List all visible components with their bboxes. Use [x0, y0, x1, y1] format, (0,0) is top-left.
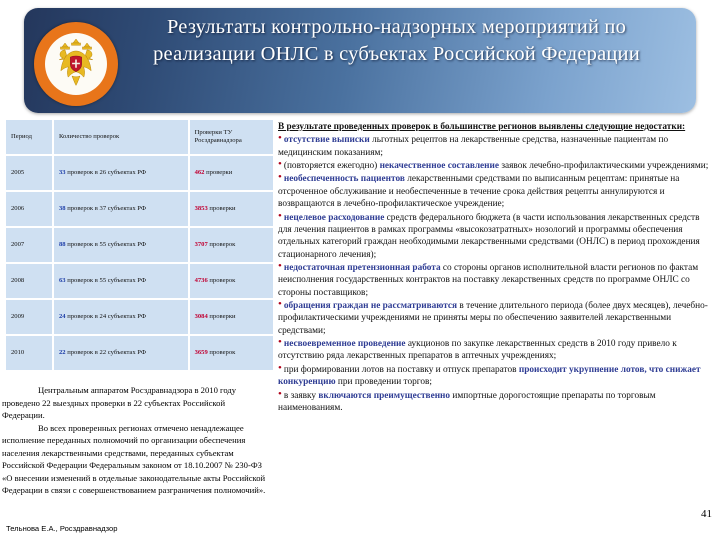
finding-item	[278, 133, 714, 159]
finding-text: льготных рецептов на лекарственные средства, назначенные пациентам по медицинским показаниям;	[278, 135, 669, 158]
cell-tu-number: 3084	[194, 312, 208, 320]
cell-count-number: 88	[58, 240, 66, 248]
cell-tu-number: 3853	[194, 204, 208, 212]
finding-text: со стороны органов исполнительной власти регионов по фактам неисполнения государственных контрактов на поставку лекарственных средств по программе ОНЛС со стороны поставщиков;	[278, 262, 699, 298]
cell-tu-text: проверки	[204, 168, 233, 176]
cell-count-text: проверок в 55 субъектах РФ	[65, 240, 147, 248]
finding-item	[278, 159, 714, 172]
finding-keyword: происходит укрупнение лотов, что снижает конкуренцию	[278, 364, 701, 388]
finding-keyword: включаются преимущественно	[318, 390, 451, 401]
left-body-text	[2, 384, 269, 497]
bullet-dot-icon: •	[278, 298, 282, 311]
left-column	[0, 118, 275, 497]
cell-tu-text: проверки	[207, 312, 236, 320]
table-row	[6, 264, 273, 298]
cell-count-text: проверок в 24 субъектах РФ	[65, 312, 147, 320]
cell-count-number: 22	[58, 348, 66, 356]
finding-text: лекарственными средствами по выписанным рецептам: принятые на отсроченное обслуживание и необеспеченные в течение срока действия рецепты аннулируются и возвращаются в лечебно-профилактическое учреждение;	[278, 174, 680, 210]
slide-page-number: 41	[701, 508, 712, 520]
bullet-dot-icon: •	[278, 361, 282, 374]
bullet-dot-icon: •	[278, 171, 282, 184]
finding-text: средств федерального бюджета (в части использования лекарственных средств для лечения пациентов в рамках программы «высокозатратных» нозологий и программы обеспечения отдельных категорий граждан необходимыми лекарственными средствами (ОНЛС) в период прохождения стационарного лечения);	[278, 212, 700, 260]
finding-text: импортные дорогостоящие препараты по торговым наименованиям.	[278, 390, 656, 413]
bullet-dot-icon: •	[278, 132, 282, 145]
inspections-table	[4, 118, 275, 372]
finding-item	[278, 337, 714, 363]
cell-count-text: проверок в 37 субъектах РФ	[65, 204, 147, 212]
finding-keyword: отсутствие выписки	[283, 135, 370, 146]
cell-count-number: 38	[58, 204, 66, 212]
table-row	[6, 192, 273, 226]
double-headed-eagle-icon	[48, 38, 104, 90]
finding-item	[278, 172, 714, 210]
bullet-dot-icon: •	[278, 158, 282, 171]
cell-tu-number: 3659	[194, 348, 208, 356]
emblem-inner-disc	[45, 33, 107, 95]
table-row	[6, 300, 273, 334]
cell-count-number: 24	[58, 312, 66, 320]
cell-tu-text: проверок	[207, 240, 236, 248]
bullet-dot-icon: •	[278, 387, 282, 400]
cell-tu-number: 4736	[194, 276, 208, 284]
bullet-dot-icon: •	[278, 260, 282, 273]
finding-item	[278, 211, 714, 262]
page-title: Результаты контрольно-надзорных мероприятий по реализации ОНЛС в субъектах Российской Федерации	[153, 16, 640, 66]
cell-count-number: 63	[58, 276, 66, 284]
title-banner	[24, 8, 696, 113]
finding-text: (повторяется ежегодно)	[283, 161, 380, 172]
cell-tu	[190, 192, 273, 226]
finding-item	[278, 363, 714, 389]
cell-count	[54, 228, 188, 262]
findings-heading: В результате проведенных проверок в большинстве регионов выявлены следующие недостатки:	[278, 122, 686, 132]
cell-tu-text: проверки	[207, 204, 236, 212]
table-header-period: Период	[6, 120, 52, 154]
finding-text: в заявку	[283, 390, 319, 401]
cell-tu-text: проверок	[207, 276, 236, 284]
finding-text: при формировании лотов на поставку и отпуск препаратов	[283, 364, 519, 375]
finding-item	[278, 299, 714, 337]
cell-tu-number: 3707	[194, 240, 208, 248]
findings-list	[278, 133, 714, 414]
cell-tu	[190, 264, 273, 298]
cell-period: 2007	[6, 228, 52, 262]
cell-count-text: проверок в 22 субъектах РФ	[65, 348, 147, 356]
finding-keyword: недостаточная претензионная работа	[283, 262, 441, 273]
left-paragraph-2: Во всех проверенных регионах отмечено ненадлежащее исполнение переданных полномочий по организации обеспечения населения лекарственными средствами, переданных субъектам Российской Федерации Федеральным законом от 18.10.2007 № 230-ФЗ «О внесении изменений в отдельные законодательные акты Российской Федерации в связи с совершенствованием разграничения полномочий».	[2, 422, 266, 496]
finding-keyword: несвоевременное проведение	[283, 339, 406, 350]
finding-text: аукционов по закупке лекарственных средств в 2010 году привело к отсутствию ряда лекарственных препаратов в аптечных учреждениях;	[278, 339, 677, 362]
finding-text: заявок лечебно-профилактическими учреждениями;	[499, 161, 709, 172]
table-row	[6, 156, 273, 190]
cell-period: 2010	[6, 336, 52, 370]
finding-text: при проведении торгов;	[335, 377, 432, 388]
table-header-tu: Проверки ТУ Росздравнадзора	[190, 120, 273, 154]
bullet-dot-icon: •	[278, 209, 282, 222]
author-footer: Тельнова Е.А., Росздравнадзор	[6, 524, 118, 533]
finding-item	[278, 261, 714, 299]
table-header-count: Количество проверок	[54, 120, 188, 154]
table-body	[6, 156, 273, 370]
left-paragraph-1: Центральным аппаратом Росздравнадзора в 2010 году проведено 22 выездных проверки в 22 субъектах Российской Федерации.	[2, 385, 237, 421]
russia-coat-of-arms-icon	[34, 22, 118, 106]
cell-count-text: проверок в 55 субъектах РФ	[65, 276, 147, 284]
cell-tu-number: 462	[194, 168, 205, 176]
cell-count-text: проверок в 26 субъектах РФ	[65, 168, 147, 176]
cell-tu	[190, 156, 273, 190]
cell-count-number: 33	[58, 168, 66, 176]
cell-tu	[190, 300, 273, 334]
finding-keyword: обращения граждан не рассматриваются	[283, 300, 458, 311]
cell-period: 2005	[6, 156, 52, 190]
cell-period: 2006	[6, 192, 52, 226]
cell-period: 2009	[6, 300, 52, 334]
right-column	[278, 121, 714, 414]
cell-count	[54, 192, 188, 226]
finding-keyword: необеспеченность пациентов	[283, 174, 405, 185]
finding-text: в течение длительного периода (более двух месяцев), лечебно-профилактическими учреждениями не приняты меры по обеспечению заявителей лекарственными средствами;	[278, 300, 708, 336]
finding-item	[278, 389, 714, 415]
finding-keyword: некачественное составление	[379, 161, 499, 172]
cell-tu-text: проверок	[207, 348, 236, 356]
cell-count	[54, 336, 188, 370]
finding-keyword: нецелевое расходование	[283, 212, 385, 223]
cell-count	[54, 264, 188, 298]
cell-tu	[190, 336, 273, 370]
cell-count	[54, 300, 188, 334]
table-row	[6, 228, 273, 262]
cell-count	[54, 156, 188, 190]
cell-tu	[190, 228, 273, 262]
cell-period: 2008	[6, 264, 52, 298]
bullet-dot-icon: •	[278, 336, 282, 349]
table-header-row	[6, 120, 273, 154]
table-row	[6, 336, 273, 370]
